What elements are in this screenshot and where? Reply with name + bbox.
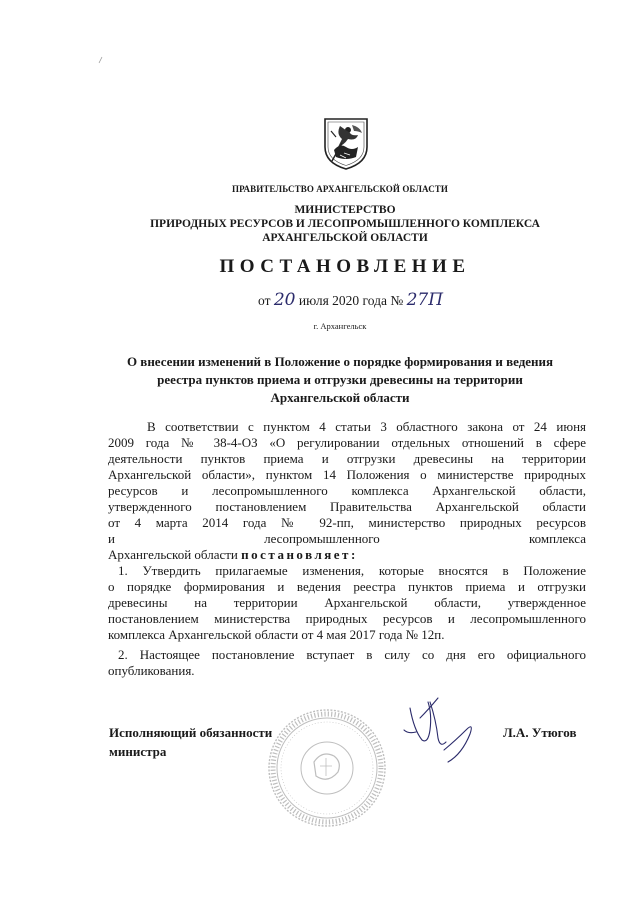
paragraph-3-line: 2. Настоящее постановление вступает в силу со дня его официального (118, 647, 586, 662)
paragraph-3-last-line: опубликования. (108, 663, 195, 678)
paragraph-1-last-text: Архангельской области (108, 547, 238, 562)
signatory-name: Л.А. Утюгов (503, 725, 577, 740)
paragraph-1-line: В соответствии с пунктом 4 статьи 3 областного закона от 24 июня (147, 419, 586, 434)
paragraph-2-line: постановлением министерства природных ресурсов и лесопромышленного (108, 611, 586, 626)
paragraph-1-line: деятельности пунктов приема и отгрузки древесины на территории (108, 451, 586, 466)
date-and-number-line (258, 290, 443, 310)
stray-mark (98, 56, 104, 64)
document-title-line-1: О внесении изменений в Положение о порядке формирования и ведения (126, 354, 554, 369)
paragraph-1-line: ресурсов и лесопромышленного комплекса Архангельской области, (108, 483, 586, 498)
paragraph-1-last-line (108, 547, 586, 563)
paragraph-2-last-line: комплекса Архангельской области от 4 мая 2017 года № 12п. (108, 627, 445, 642)
signatory-position-line-1: Исполняющий обязанности (109, 725, 273, 740)
city-label: г. Архангельск (313, 321, 367, 331)
ministry-title-line-3: АРХАНГЕЛЬСКОЙ ОБЛАСТИ (262, 232, 428, 244)
paragraph-2-line: древесины на территории Архангельской области, утвержденное (108, 595, 586, 610)
document-title-line-2: реестра пунктов приема и отгрузки древесины на территории (157, 372, 523, 387)
handwritten-day: 20 (273, 290, 296, 310)
decree-verb: постановляет: (241, 547, 358, 562)
official-seal-stamp (262, 706, 392, 830)
coat-of-arms-icon (322, 117, 370, 171)
paragraph-1-line: и лесопромышленного комплекса (108, 531, 586, 546)
paragraph-2-line: 1. Утвердить прилагаемые изменения, которые вносятся в Положение (118, 563, 586, 578)
handwritten-document-number: 27П (406, 290, 444, 310)
paragraph-1-line: утвержденного постановлением Правительства Архангельской области (108, 499, 586, 514)
government-title: ПРАВИТЕЛЬСТВО АРХАНГЕЛЬСКОЙ ОБЛАСТИ (231, 184, 449, 194)
signatory-position-line-2: министра (109, 744, 167, 759)
date-prefix: от (258, 293, 271, 308)
ministry-title-line-2: ПРИРОДНЫХ РЕСУРСОВ И ЛЕСОПРОМЫШЛЕННОГО КОМПЛЕКСА (150, 218, 540, 230)
paragraph-2-line: о порядке формирования и ведения реестра пунктов приема и отгрузки (108, 579, 586, 594)
date-month-year: июля 2020 года № (298, 293, 404, 308)
document-title-line-3: Архангельской области (270, 390, 410, 405)
paragraph-1-line: Архангельской области», пунктом 14 Положения о министерстве природных (108, 467, 586, 482)
handwritten-signature (400, 690, 484, 776)
document-type-heading: ПОСТАНОВЛЕНИЕ (219, 256, 471, 277)
ministry-title-line-1: МИНИСТЕРСТВО (294, 204, 396, 216)
paragraph-1-line: от 4 марта 2014 года № 92-пп, министерство природных ресурсов (108, 515, 586, 530)
paragraph-1-line: 2009 года № 38-4-ОЗ «О регулировании отдельных отношений в сфере (108, 435, 586, 450)
